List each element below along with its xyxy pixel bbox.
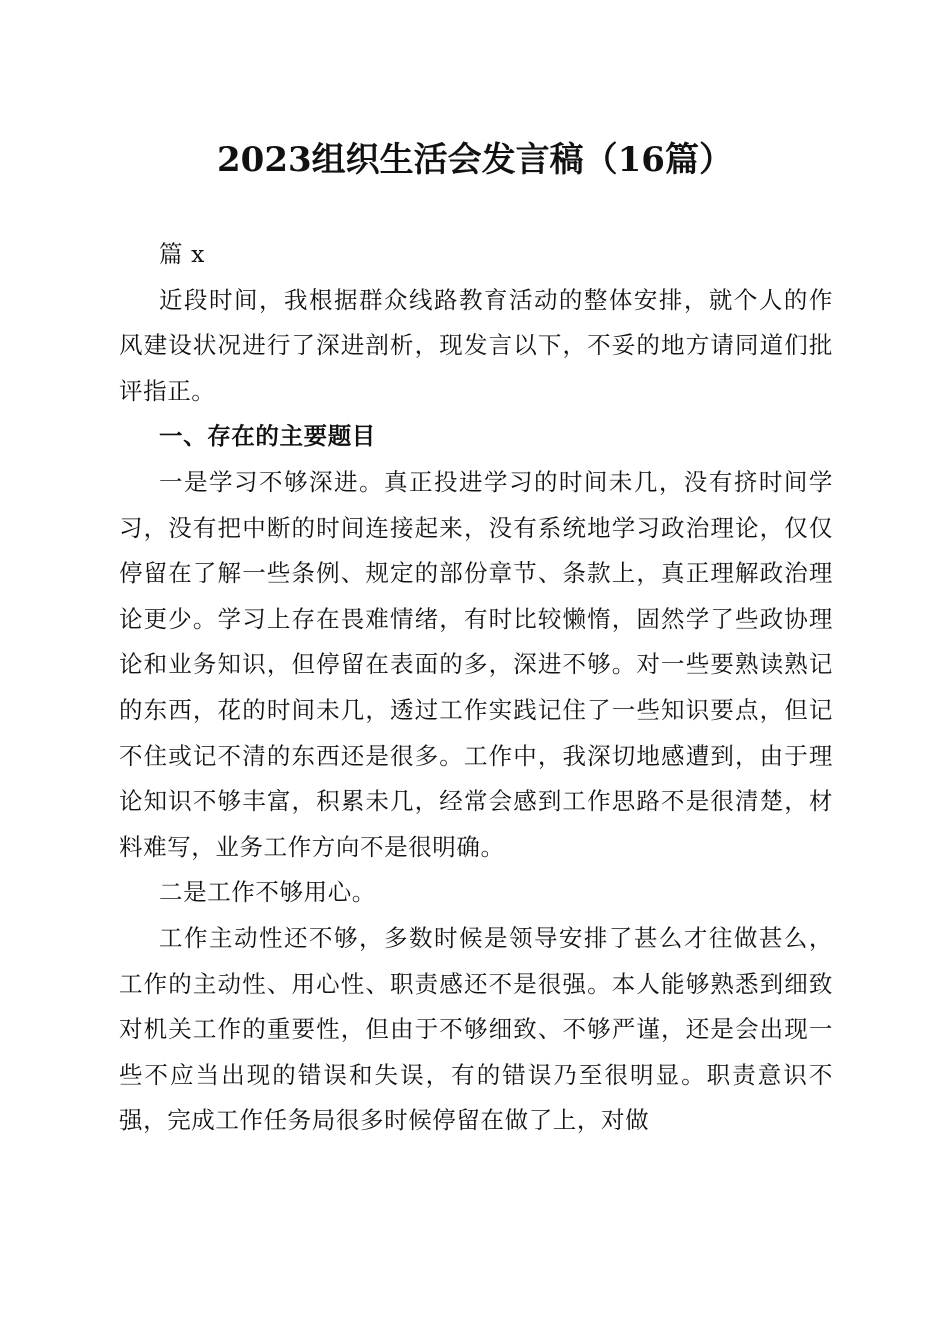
intro-paragraph: 近段时间，我根据群众线路教育活动的整体安排，就个人的作风建设状况进行了深进剖析，现发言以下，不妥的地方请同道们批评指正。 <box>119 285 833 405</box>
section-label: 篇 x <box>159 240 206 268</box>
point-1-paragraph <box>119 460 833 870</box>
document-body <box>119 232 833 1144</box>
section-heading: 一、存在的主要题目 <box>159 422 376 451</box>
point-2-lead: 二是工作不够用心。 <box>159 878 376 907</box>
point-1-body: 真正投进学习的时间未几，没有挤时间学习，没有把中断的时间连接起来，没有系统地学习政治理论，仅仅停留在了解一些条例、规定的部份章节、条款上，真正理解政治理论更少。学习上存在畏难情绪，有时比较懒惰，固然学了些政协理论和业务知识，但停留在表面的多，深进不够。对一些要熟读熟记的东西，花的时间未几，透过工作实践记住了一些知识要点，但记不住或记不清的东西还是很多。工作中，我深切地感遭到，由于理论知识不够丰富，积累未几，经常会感到工作思路不是很清楚，材料难写，业务工作方向不是很明确。 <box>119 467 833 861</box>
point-2-paragraph: 工作主动性还不够，多数时候是领导安排了甚么才往做甚么，工作的主动性、用心性、职责感还不是很强。本人能够熟悉到细致对机关工作的重要性，但由于不够细致、不够严谨，还是会出现一些不应当出现的错误和失误，有的错误乃至很明显。职责意识不强，完成工作任务局很多时候停留在做了上，对做 <box>119 923 833 1135</box>
document-title: 2023组织生活会发言稿（16篇） <box>217 140 733 180</box>
point-1-lead: 一是学习不够深进。 <box>159 467 384 496</box>
